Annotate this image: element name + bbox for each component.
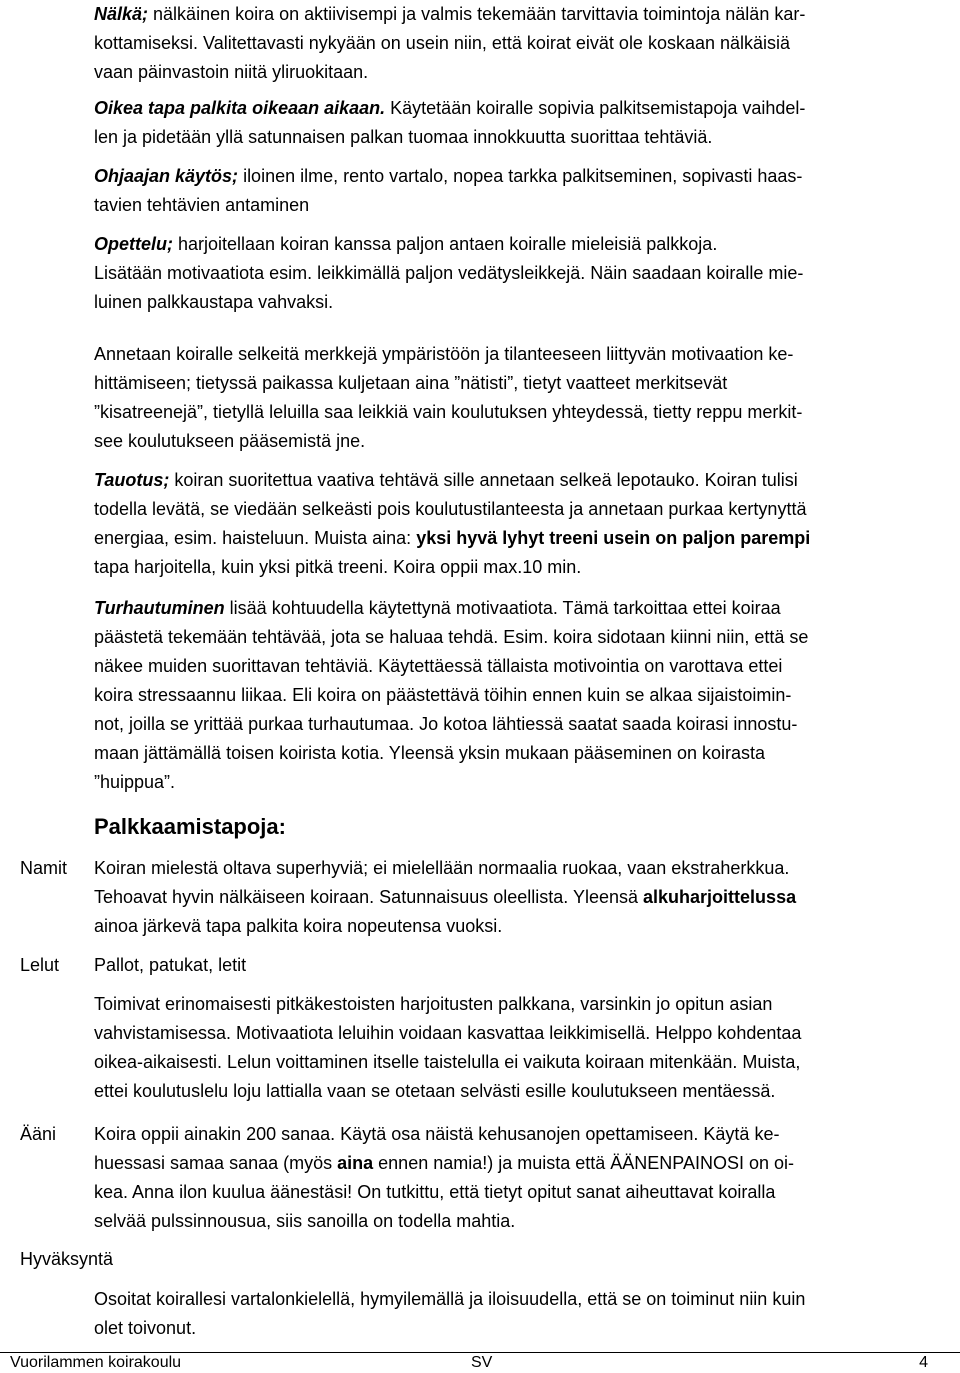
- reward-text-lelut-items: Pallot, patukat, letit: [94, 955, 247, 975]
- reward-text-namit: Koiran mielestä oltava superhyviä; ei mielellään normaalia ruokaa, vaan ekstraherkkua. Tehoavat hyvin nälkäiseen koiraan. Satunnaisuus oleellista. Yleensä alkuharjoittelussa ainoa järkevä tapa palkita koira nopeutensa vuoksi.: [94, 858, 797, 936]
- paragraph-annetaan: Annetaan koiralle selkeitä merkkejä ympäristöön ja tilanteeseen liittyvän motivaation ke- hittämiseen; tietyssä paikassa kuljetaan aina ”nätisti”, tietyt vaatteet merkitsevät ”kisatreenejä”, tietyllä leluilla saa leikkiä vain koulutuksen yhteydessä, tietty reppu merkit- see koulutukseen pääsemistä jne.: [94, 344, 803, 451]
- paragraph-tauotus: Tauotus; koiran suoritettua vaativa tehtävä sille annetaan selkeä lepotauko. Koiran tulisi todella levätä, se viedään selkeästi pois koulutustilanteesta ja annetaan purkaa kertynyttä energiaa, esim. haisteluun. Muista aina: yksi hyvä lyhyt treeni usein on paljon parempi tapa harjoitella, kuin yksi pitkä treeni. Koira oppii max.10 min.: [94, 470, 811, 577]
- emphasis-alkuharjoittelussa: alkuharjoittelussa: [643, 887, 797, 907]
- term-opettelu: Opettelu;: [94, 234, 173, 254]
- reward-text-lelut: Toimivat erinomaisesti pitkäkestoisten harjoitusten palkkana, varsinkin jo opitun asian vahvistamisessa. Motivaatiota leluihin voidaan kasvattaa leikkimisellä. Helppo kohdentaa oikea-aikaisesti. Lelun voittaminen itselle taistelulla ei vaikuta koiraan mitenkään. Muista, ettei koulutuslelu loju lattialla vaan se otetaan selvästi esille koulutukseen mentäessä.: [94, 994, 802, 1101]
- term-oikea: Oikea tapa palkita oikeaan aikaan.: [94, 98, 386, 118]
- page-number: 4: [919, 1354, 928, 1371]
- paragraph-turhautuminen: Turhautuminen lisää kohtuudella käytettynä motivaatiota. Tämä tarkoittaa ettei koiraa päästetä tekemään tehtävää, jota se haluaa tehdä. Esim. koira sidotaan kiinni niin, että se näkee muiden suorittavan tehtäviä. Käytettäessä tällaista motivointia on varottava ettei koira stressaannu liikaa. Eli koira on päästettävä töihin ennen kuin se alkaa sijaistoimin- not, joilla se yrittää purkaa turhautumaa. Jo kotoa lähtiessä saatat saada koirasi innostu- maan jättämällä toisen koirista kotia. Yleensä yksin mukaan pääseminen on koirasta ”huippua”.: [94, 598, 809, 792]
- footer-organization: Vuorilammen koirakoulu: [10, 1354, 182, 1371]
- reward-text-aani: Koira oppii ainakin 200 sanaa. Käytä osa näistä kehusanojen opettamiseen. Käytä ke- huessasi samaa sanaa (myös aina ennen namia!) ja muista että ÄÄNENPAINOSI on oi- kea. Anna ilon kuulua äänestäsi! On tutkittu, että tietyt opitut sanat aiheuttavat koiralla selvää pulssinnousua, siis sanoilla on todella mahtia.: [94, 1124, 795, 1231]
- paragraph-nalka: Nälkä; nälkäinen koira on aktiivisempi ja valmis tekemään tarvittavia toimintoja nälän kar- kottamiseksi. Valitettavasti nykyään on usein niin, että koirat eivät ole koskaan nälkäisiä vaan päinvastoin niitä yliruokitaan.: [94, 4, 806, 82]
- paragraph-ohjaaja: Ohjaajan käytös; iloinen ilme, rento vartalo, nopea tarkka palkitseminen, sopivasti haas- tavien tehtävien antaminen: [94, 166, 803, 215]
- term-nalka: Nälkä;: [94, 4, 149, 24]
- term-ohjaaja: Ohjaajan käytös;: [94, 166, 239, 186]
- reward-text-hyvaksynta: Osoitat koirallesi vartalonkielellä, hymyilemällä ja iloisuudella, että se on toiminut niin kuin olet toivonut.: [94, 1289, 806, 1338]
- reward-label-hyvaksynta: Hyväksyntä: [20, 1249, 114, 1269]
- page-footer: [0, 1352, 960, 1373]
- reward-label-aani: Ääni: [20, 1124, 57, 1144]
- section-heading: Palkkaamistapoja:: [94, 814, 286, 839]
- term-tauotus: Tauotus;: [94, 470, 170, 490]
- reward-label-namit: Namit: [20, 858, 68, 878]
- paragraph-oikea: Oikea tapa palkita oikeaan aikaan. Käytetään koiralle sopivia palkitsemistapoja vaihdel- len ja pidetään yllä satunnaisen palkan tuomaa innokkuutta suorittaa tehtäviä.: [94, 98, 806, 147]
- paragraph-opettelu: Opettelu; harjoitellaan koiran kanssa paljon antaen koiralle mieleisiä palkkoja. Lisätään motivaatiota esim. leikkimällä paljon vedätysleikkejä. Näin saadaan koiralle mie- luinen palkkaustapa vahvaksi.: [94, 234, 804, 312]
- emphasis-short-training: yksi hyvä lyhyt treeni usein on paljon parempi: [416, 528, 811, 548]
- footer-initials: SV: [471, 1354, 493, 1371]
- emphasis-aina: aina: [337, 1153, 374, 1173]
- reward-label-lelut: Lelut: [20, 955, 60, 975]
- term-turhautuminen: Turhautuminen: [94, 598, 225, 618]
